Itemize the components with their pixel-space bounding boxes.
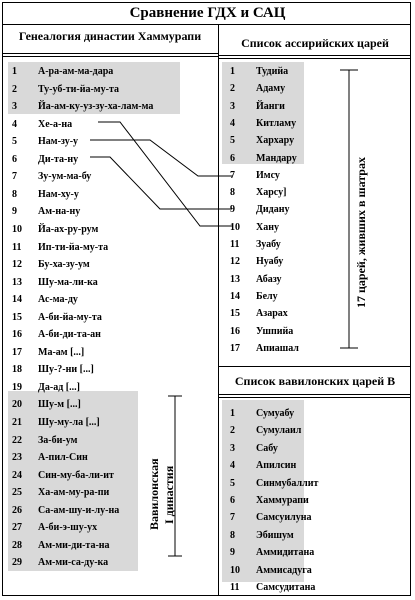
item-name: Ам-ми-ди-та-на [38,539,110,551]
item-number: 4 [230,460,235,472]
item-name: Адаму [256,83,286,95]
item-name: Харсу] [256,187,287,199]
item-name: Синмубаллит [256,477,319,489]
item-name: Самсуилуна [256,512,312,524]
item-name: Да-ад [...] [38,381,80,393]
item-number: 24 [12,469,22,481]
page-title: Сравнение ГДХ и САЦ [129,5,286,21]
item-name: Апиашал [256,342,299,354]
item-name: Имсу [256,169,280,181]
item-name: Хаммурапи [256,495,309,506]
item-number: 20 [12,399,22,411]
item-number: 3 [230,100,235,112]
item-number: 6 [230,152,235,164]
right-bottom-heading-rule-2 [219,397,411,398]
item-name: Белу [256,290,278,302]
item-name: Ам-ми-са-ду-ка [38,557,109,569]
title-divider [2,24,411,25]
left-bracket-label-1: Вавилонская [147,458,161,530]
item-number: 10 [230,564,240,576]
item-number: 8 [230,529,235,541]
item-number: 13 [12,276,22,288]
item-number: 25 [12,487,22,499]
right-bracket-label: 17 царей, живших в шатрах [354,157,368,308]
item-name: Абазу [256,273,282,285]
right-bottom-heading: Список вавилонских царей B [234,374,396,388]
item-name: Ту-уб-ти-йа-му-та [38,83,119,95]
item-name: Йанги [256,100,285,112]
item-number: 16 [12,329,22,341]
right-top-heading: Список ассирийских царей [241,36,389,50]
item-name: За-би-ум [38,434,78,446]
item-number: 13 [230,273,240,285]
item-number: 19 [12,381,22,393]
item-name: Сумуабу [256,408,295,419]
item-name: Сабу [256,442,278,454]
item-number: 11 [12,241,22,253]
item-number: 1 [230,408,235,419]
item-name: Дидану [256,204,290,216]
right-top-heading-rule [219,55,411,56]
item-number: 11 [230,582,240,593]
left-bracket-label-2: I династия [162,465,176,524]
item-number: 11 [230,239,240,250]
item-name: А-ра-ам-ма-дара [38,66,114,77]
item-number: 28 [12,539,22,551]
right-top-heading-rule-2 [219,58,411,59]
item-name: Зу-ум-ма-бу [38,171,92,183]
item-number: 15 [230,308,240,320]
item-name: Нуабу [256,256,284,268]
item-number: 21 [12,417,22,428]
item-name: Зуабу [256,239,281,250]
item-name: Ас-ма-ду [38,294,78,306]
item-number: 12 [12,259,22,271]
item-number: 3 [230,442,235,454]
item-number: 23 [12,452,22,464]
item-name: Хе-а-на [38,118,73,130]
item-name: Йа-ах-ру-рум [38,223,99,235]
item-number: 7 [230,512,235,524]
item-name: Син-му-ба-ли-ит [38,469,114,481]
item-name: А-би-ди-та-ан [38,329,101,341]
item-name: Ип-ти-йа-му-та [38,241,109,253]
item-number: 1 [230,66,235,77]
item-number: 9 [230,204,235,216]
item-number: 2 [230,83,235,95]
item-name: Китламу [256,117,297,129]
item-name: Мандару [256,152,297,164]
item-name: А-пил-Син [38,452,88,464]
item-number: 17 [12,346,22,358]
item-number: 14 [12,294,22,306]
item-name: Эбишум [256,529,294,541]
item-name: Тудийа [256,66,289,77]
item-name: Шу-м [...] [38,399,81,411]
item-name: Ха-ам-му-ра-пи [38,487,110,499]
item-name: Аммисадуга [256,564,312,576]
item-number: 9 [12,206,17,218]
item-number: 16 [230,325,240,337]
item-number: 1 [12,66,17,77]
item-name: Хархару [256,135,295,147]
item-name: Нам-ху-у [38,188,79,200]
item-name: Бу-ха-зу-ум [38,259,90,271]
item-number: 5 [12,136,17,148]
item-name: Шу-му-ла [...] [38,417,100,428]
item-number: 2 [230,425,235,437]
item-number: 4 [12,118,17,130]
item-name: Нам-зу-у [38,136,79,148]
item-number: 18 [12,364,22,376]
item-number: 10 [12,223,22,235]
item-number: 6 [12,153,17,165]
item-name: Шу-ма-ли-ка [38,276,98,288]
item-number: 27 [12,522,22,534]
item-number: 7 [12,171,17,183]
item-name: Ушпийа [256,325,294,337]
item-name: А-би-йа-му-та [38,311,102,323]
item-number: 22 [12,434,22,446]
item-name: Са-ам-шу-и-лу-на [38,504,120,516]
item-name: Азарах [256,308,288,320]
item-number: 14 [230,290,240,302]
item-name: Самсудитана [256,582,316,593]
item-name: Апилсин [256,460,297,472]
item-number: 8 [230,187,235,199]
item-name: Ам-на-ну [38,206,81,218]
item-number: 5 [230,477,235,489]
column-divider [218,24,219,596]
item-name: Сумулаил [256,425,302,437]
item-number: 6 [230,495,235,506]
item-name: Ди-та-ну [38,153,79,165]
item-number: 7 [230,169,235,181]
left-heading-rule [2,53,218,54]
item-number: 29 [12,557,22,569]
item-name: А-би-э-шу-ух [38,522,98,534]
right-bottom-top-rule [219,366,411,367]
item-number: 9 [230,547,235,559]
item-name: Шу-?-ни [...] [38,364,94,376]
item-number: 12 [230,256,240,268]
item-name: Йа-ам-ку-уз-зу-ха-лам-ма [38,101,154,113]
item-number: 26 [12,504,22,516]
item-name: Хану [256,221,279,233]
item-number: 15 [12,311,22,323]
item-number: 2 [12,83,17,95]
item-number: 5 [230,135,235,147]
item-number: 4 [230,117,235,129]
item-number: 17 [230,342,240,354]
item-name: Ма-ам [...] [38,346,85,358]
item-number: 10 [230,221,240,233]
item-number: 8 [12,188,17,200]
item-name: Аммидитана [256,547,315,559]
left-heading: Генеалогия династии Хаммурапи [18,29,202,43]
left-heading-rule-2 [2,56,218,57]
right-bottom-heading-rule [219,394,411,395]
item-number: 3 [12,101,17,113]
